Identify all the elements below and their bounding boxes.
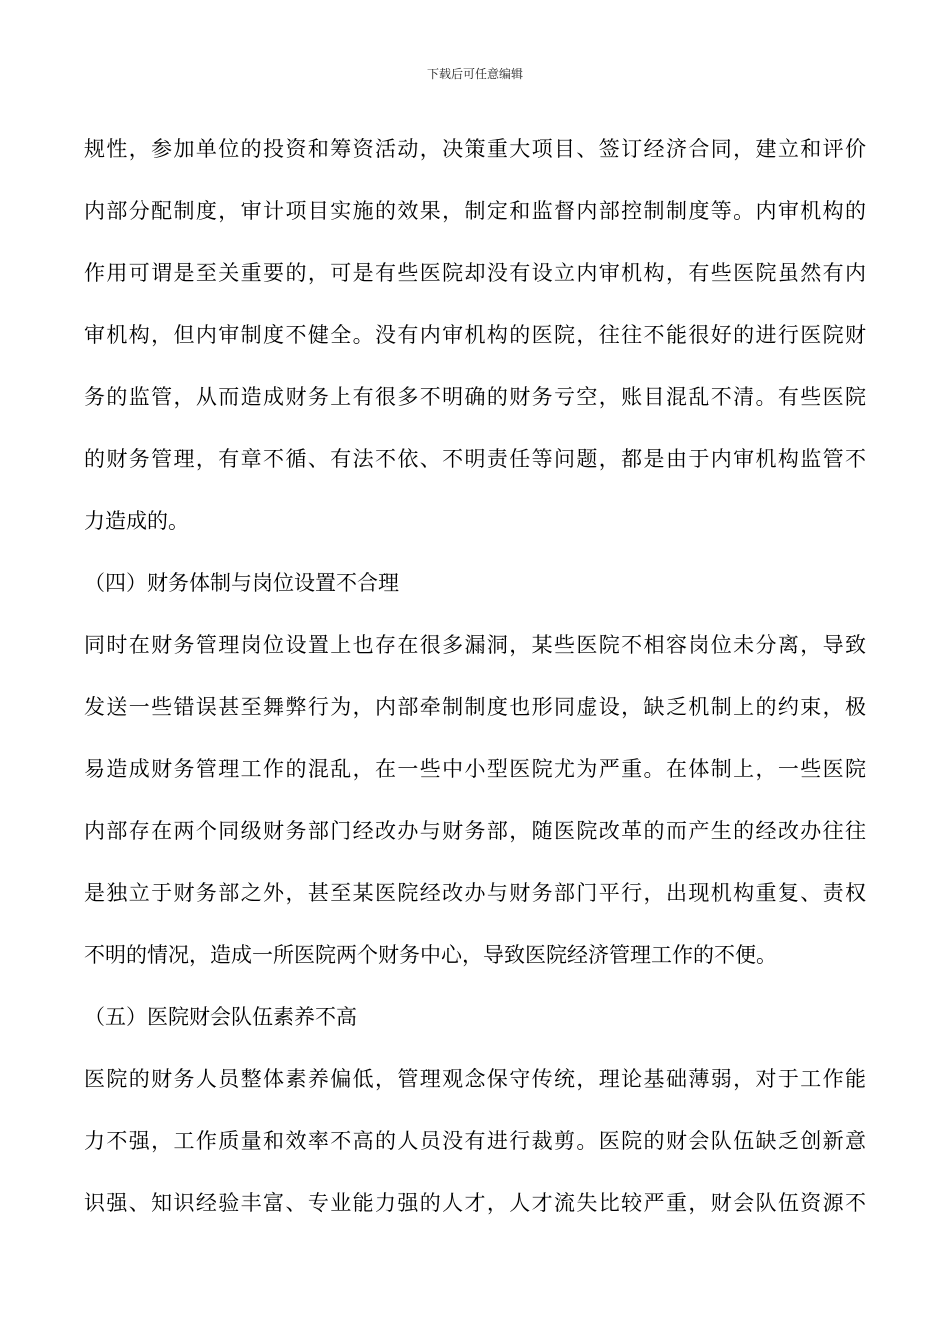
- paragraph-line: 规性，参加单位的投资和筹资活动，决策重大项目、签订经济合同，建立和评价: [84, 137, 866, 161]
- paragraph-line: 医院的财务人员整体素养偏低，管理观念保守传统，理论基础薄弱，对于工作能: [84, 1067, 866, 1091]
- paragraph-line: 不明的情况，造成一所医院两个财务中心，导致医院经济管理工作的不便。: [84, 943, 777, 967]
- paragraph-line: 易造成财务管理工作的混乱，在一些中小型医院尤为严重。在体制上，一些医院: [84, 757, 866, 781]
- paragraph-line: 同时在财务管理岗位设置上也存在很多漏洞，某些医院不相容岗位未分离，导致: [84, 633, 866, 657]
- paragraph-line: 识强、知识经验丰富、专业能力强的人才，人才流失比较严重，财会队伍资源不: [84, 1191, 866, 1215]
- header-note: 下载后可任意编辑: [426, 67, 523, 81]
- paragraph-line: 作用可谓是至关重要的，可是有些医院却没有设立内审机构，有些医院虽然有内: [84, 261, 866, 285]
- paragraph-line: 是独立于财务部之外，甚至某医院经改办与财务部门平行，出现机构重复、责权: [84, 881, 866, 905]
- body-text: [84, 118, 866, 1234]
- paragraph-line: 力造成的。: [84, 509, 189, 533]
- paragraph-line: 审机构，但内审制度不健全。没有内审机构的医院，往往不能很好的进行医院财: [84, 323, 866, 347]
- paragraph-line: 力不强，工作质量和效率不高的人员没有进行裁剪。医院的财会队伍缺乏创新意: [84, 1129, 866, 1153]
- paragraph-line: 务的监管，从而造成财务上有很多不明确的财务亏空，账目混乱不清。有些医院: [84, 385, 866, 409]
- section-heading: （四）财务体制与岗位设置不合理: [84, 571, 399, 595]
- paragraph-line: 发送一些错误甚至舞弊行为，内部牵制制度也形同虚设，缺乏机制上的约束，极: [84, 695, 866, 719]
- section-heading: （五）医院财会队伍素养不高: [84, 1005, 357, 1029]
- paragraph-line: 内部分配制度，审计项目实施的效果，制定和监督内部控制制度等。内审机构的: [84, 199, 866, 223]
- paragraph-line: 的财务管理，有章不循、有法不依、不明责任等问题，都是由于内审机构监管不: [84, 447, 866, 471]
- paragraph-line: 内部存在两个同级财务部门经改办与财务部，随医院改革的而产生的经改办往往: [84, 819, 866, 843]
